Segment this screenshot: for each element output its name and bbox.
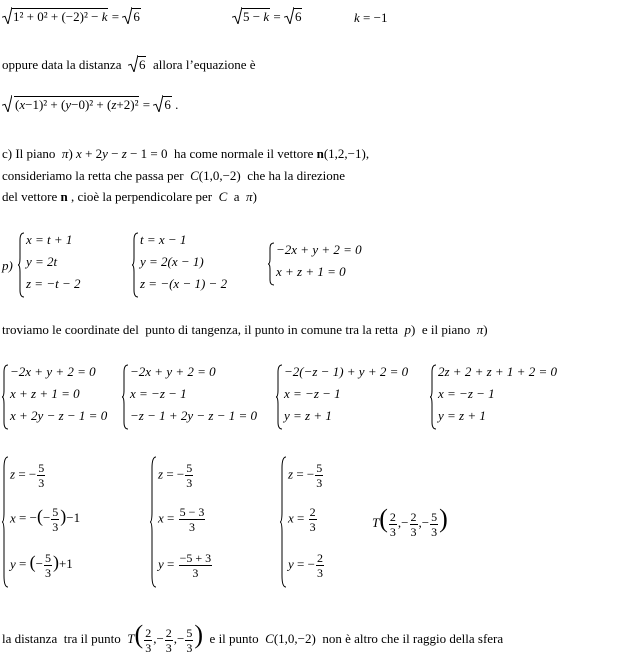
paragraph-radius: la distanza tra il punto T( $\frac{2}{3}$ ,− $\frac{2}{3}$ ,− $\frac{5}{3}$ ) e il punto C(1,0,−2) non è altro che il raggio della sfera: [2, 620, 504, 655]
system-intersection-1: [2, 364, 122, 430]
sphere-equation: (x−1)² + (y−0)² + (z+2)² = 6 .: [2, 96, 178, 113]
system-row: x + 2y − z − 1 = 0: [10, 408, 108, 423]
paragraph-c-line2: consideriamo la retta che passa per C(1,0,−2) che ha la direzione: [2, 168, 346, 183]
system-row: y = z + 1: [438, 408, 486, 423]
paragraph-c-line3: del vettore n , cioè la perpendicolare per C a π): [2, 189, 257, 204]
paragraph-alternative: oppure data la distanza 6 allora l’equazione è: [2, 57, 256, 72]
system-solution-3: [280, 456, 360, 588]
system-intersection-4: [430, 364, 590, 430]
system-row: 2z + 2 + z + 1 + 2 = 0: [438, 364, 557, 379]
system-row: z = −(x − 1) − 2: [140, 276, 228, 291]
system-row: −z − 1 + 2y − z − 1 = 0: [130, 408, 258, 423]
system-row-x: x = −(− $\frac{5}{3}$ )−1: [10, 505, 81, 534]
system-row-x: x = $\frac{5 - 3}{3}$: [158, 505, 205, 534]
system-row: t = x − 1: [140, 232, 187, 247]
system-row: x = −z − 1: [130, 386, 187, 401]
equation-k-value: k = −1: [354, 10, 388, 25]
system-row-z: z = − $\frac{5}{3}$: [288, 461, 323, 490]
system-row-y: y = − $\frac{2}{3}$: [288, 551, 323, 580]
system-row-x: x = $\frac{2}{3}$: [288, 505, 316, 534]
system-row: y = 2t: [26, 254, 58, 269]
system-row-z: z = − $\frac{5}{3}$: [158, 461, 193, 490]
system-substitution: [132, 232, 262, 298]
system-row: x + z + 1 = 0: [10, 386, 80, 401]
system-row: y = 2(x − 1): [140, 254, 204, 269]
system-row: x + z + 1 = 0: [276, 264, 346, 279]
system-intersection-2: [122, 364, 277, 430]
system-cartesian: [268, 242, 398, 286]
system-row: −2(−z − 1) + y + 2 = 0: [284, 364, 409, 379]
paragraph-c-line1: c) Il piano π) x + 2y − z − 1 = 0 ha come normale il vettore n(1,2,−1),: [2, 146, 370, 161]
paragraph-tangency: troviamo le coordinate del punto di tangenza, il punto in comune tra la retta p) e il piano π): [2, 322, 488, 337]
system-row: x = −z − 1: [438, 386, 495, 401]
line-label-p: p): [2, 258, 13, 273]
system-row: x = t + 1: [26, 232, 73, 247]
system-solution-1: [2, 456, 132, 588]
system-row: z = −t − 2: [26, 276, 81, 291]
system-row-y: y = (− $\frac{5}{3}$ )+1: [10, 551, 73, 580]
system-parametric: [18, 232, 138, 298]
system-row: −2x + y + 2 = 0: [276, 242, 362, 257]
system-row: x = −z − 1: [284, 386, 341, 401]
system-row-z: z = − $\frac{5}{3}$: [10, 461, 45, 490]
equation-five-minus-k: 5 − k = 6: [232, 8, 302, 25]
equation-distance-radius: 1² + 0² + (−2)² − k = 6: [2, 8, 141, 25]
system-intersection-3: [276, 364, 431, 430]
tangency-point-T: T( $\frac{2}{3}$ ,− $\frac{2}{3}$ ,− $\frac{5}{3}$ ): [372, 504, 448, 539]
system-row: −2x + y + 2 = 0: [130, 364, 216, 379]
system-row-y: y = $\frac{-5 + 3}{3}$: [158, 551, 212, 580]
system-solution-2: [150, 456, 260, 588]
system-row: −2x + y + 2 = 0: [10, 364, 96, 379]
system-row: y = z + 1: [284, 408, 332, 423]
